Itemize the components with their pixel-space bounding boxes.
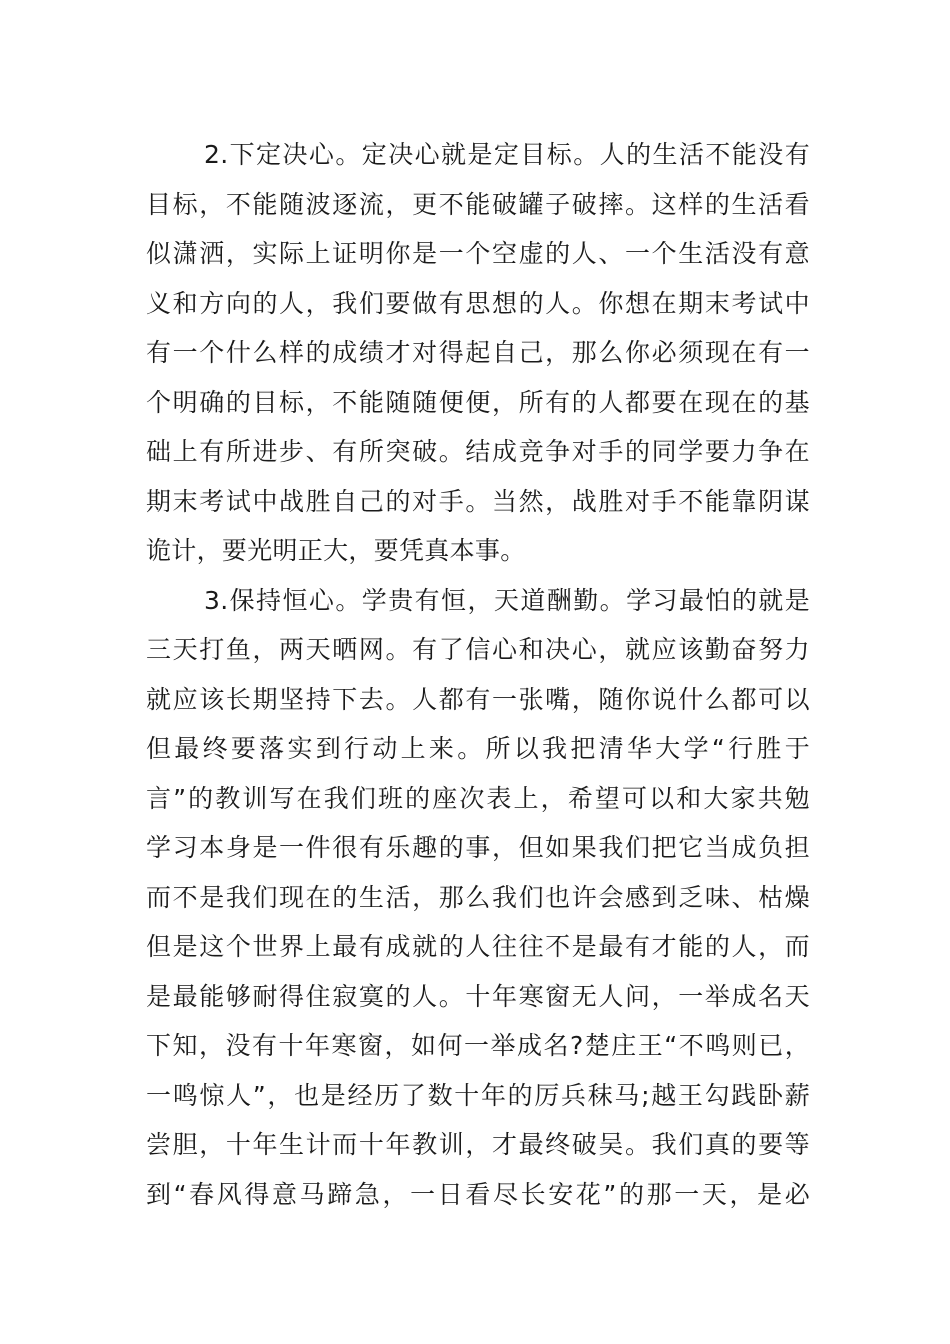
paragraph-2-line-9: 诡计，要光明正大，要凭真本事。 bbox=[146, 536, 526, 565]
paragraph-2-line-3: 似潇洒，实际上证明你是一个空虚的人、一个生活没有意 bbox=[146, 239, 810, 268]
paragraph-3-line-1: 3.保持恒心。学贵有恒，天道酬勤。学习最怕的就是 bbox=[204, 585, 810, 615]
paragraph-2-line-7: 础上有所进步、有所突破。结成竞争对手的同学要力争在 bbox=[146, 437, 810, 466]
paragraph-3-line-2: 三天打鱼，两天晒网。有了信心和决心，就应该勤奋努力 bbox=[146, 635, 810, 664]
paragraph-3-line-11: 一鸣惊人”，也是经历了数十年的厉兵秣马;越王勾践卧薪 bbox=[146, 1080, 810, 1110]
paragraph-3-line-8: 但是这个世界上最有成就的人往往不是最有才能的人，而 bbox=[146, 932, 810, 961]
paragraph-3-line-7: 而不是我们现在的生活，那么我们也许会感到乏味、枯燥 bbox=[146, 882, 810, 912]
paragraph-2-line-5: 有一个什么样的成绩才对得起自己，那么你必须现在有一 bbox=[146, 338, 810, 367]
paragraph-3-line-5: 言”的教训写在我们班的座次表上，希望可以和大家共勉 bbox=[146, 783, 810, 813]
paragraph-3-line-10: 下知，没有十年寒窗，如何一举成名?楚庄王“不鸣则已， bbox=[146, 1031, 810, 1060]
body-text bbox=[146, 130, 810, 1219]
paragraph-3-line-4: 但最终要落实到行动上来。所以我把清华大学“行胜于 bbox=[146, 734, 810, 763]
paragraph-3-line-13: 到“春风得意马蹄急，一日看尽长安花”的那一天，是必 bbox=[146, 1179, 810, 1209]
paragraph-2-line-6: 个明确的目标，不能随随便便，所有的人都要在现在的基 bbox=[146, 387, 810, 417]
paragraph-3-line-9: 是最能够耐得住寂寞的人。十年寒窗无人问，一举成名天 bbox=[146, 981, 810, 1011]
paragraph-2-line-2: 目标，不能随波逐流，更不能破罐子破摔。这样的生活看 bbox=[146, 189, 810, 219]
paragraph-2-line-1: 2.下定决心。定决心就是定目标。人的生活不能没有 bbox=[204, 140, 810, 169]
paragraph-2-line-4: 义和方向的人，我们要做有思想的人。你想在期末考试中 bbox=[146, 288, 810, 318]
paragraph-3-line-6: 学习本身是一件很有乐趣的事，但如果我们把它当成负担 bbox=[146, 833, 810, 862]
paragraph-3-line-12: 尝胆，十年生计而十年教训，才最终破吴。我们真的要等 bbox=[146, 1130, 810, 1159]
paragraph-3-line-3: 就应该长期坚持下去。人都有一张嘴，随你说什么都可以 bbox=[146, 684, 810, 714]
paragraph-2-line-8: 期末考试中战胜自己的对手。当然，战胜对手不能靠阴谋 bbox=[146, 486, 810, 516]
